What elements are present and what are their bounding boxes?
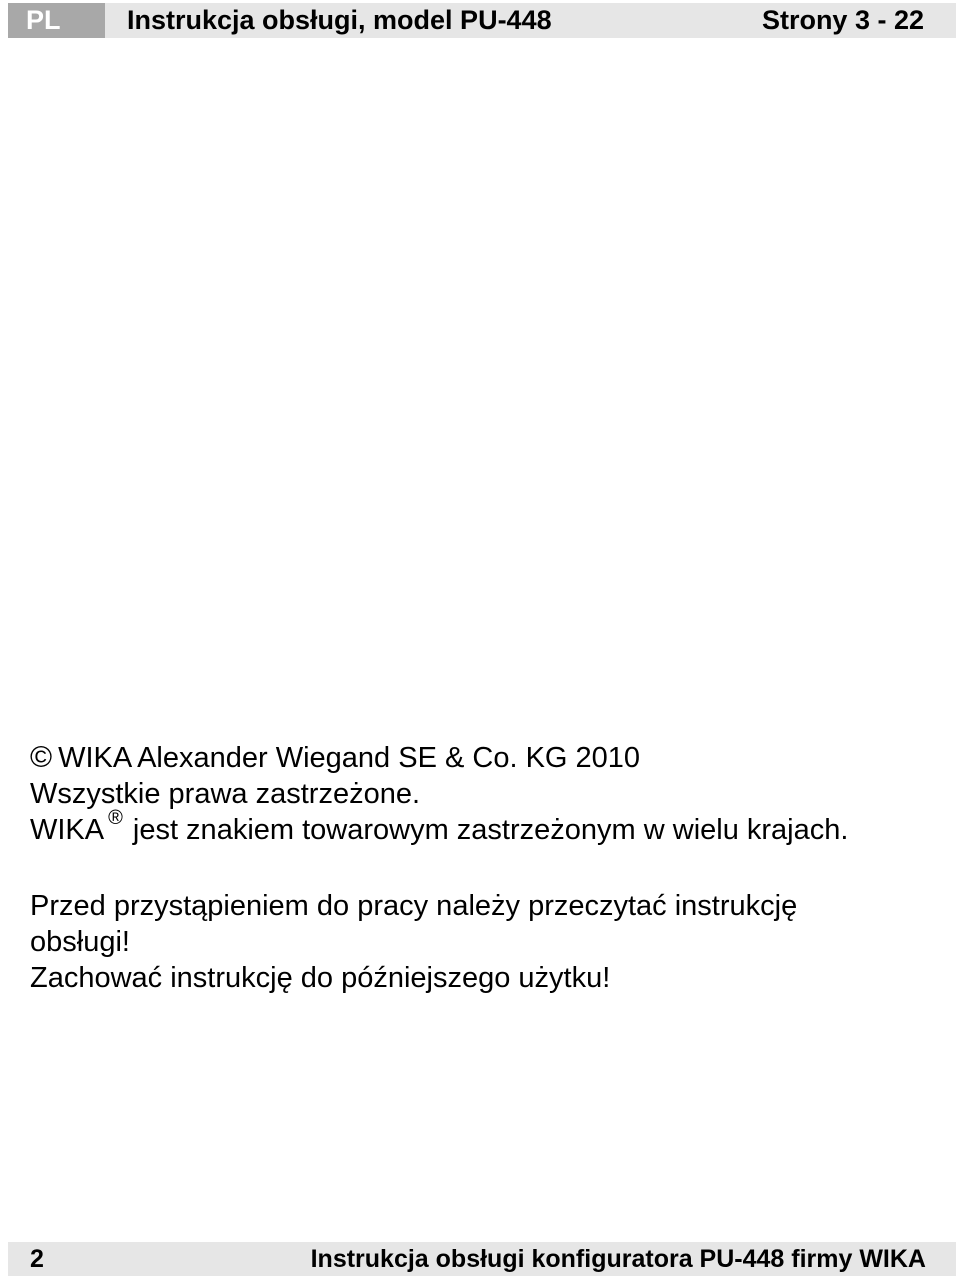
footer-title: Instrukcja obsługi konfiguratora PU-448 firmy WIKA: [310, 1244, 926, 1273]
rights-reserved-text: Wszystkie prawa zastrzeżone.: [30, 778, 421, 810]
language-badge: PL: [8, 3, 105, 38]
page-header: [8, 3, 956, 38]
header-title: Instrukcja obsługi, model PU-448: [127, 5, 552, 35]
trademark-text: jest znakiem towarowym zastrzeżonym w wielu krajach.: [132, 814, 849, 846]
header-page-range: Strony 3 - 22: [761, 5, 924, 35]
copyright-owner-text: WIKA Alexander Wiegand SE & Co. KG 2010: [58, 742, 641, 774]
copyright-icon: ©: [30, 741, 53, 774]
footer-page-number: 2: [30, 1244, 44, 1273]
notice-line-3: Zachować instrukcję do późniejszego użytku!: [30, 962, 611, 994]
copyright-owner-line: [30, 740, 848, 776]
copyright-block: [30, 740, 848, 848]
reading-notice: [30, 888, 930, 996]
trademark-line: [30, 807, 849, 848]
page-footer: [8, 1242, 956, 1276]
notice-line-1: Przed przystąpieniem do pracy należy przeczytać instrukcję: [30, 890, 798, 922]
notice-line-2: obsługi!: [30, 926, 130, 958]
trademark-brand: WIKA: [30, 814, 105, 846]
rights-reserved-line: [30, 776, 848, 812]
registered-icon: ®: [108, 807, 123, 829]
